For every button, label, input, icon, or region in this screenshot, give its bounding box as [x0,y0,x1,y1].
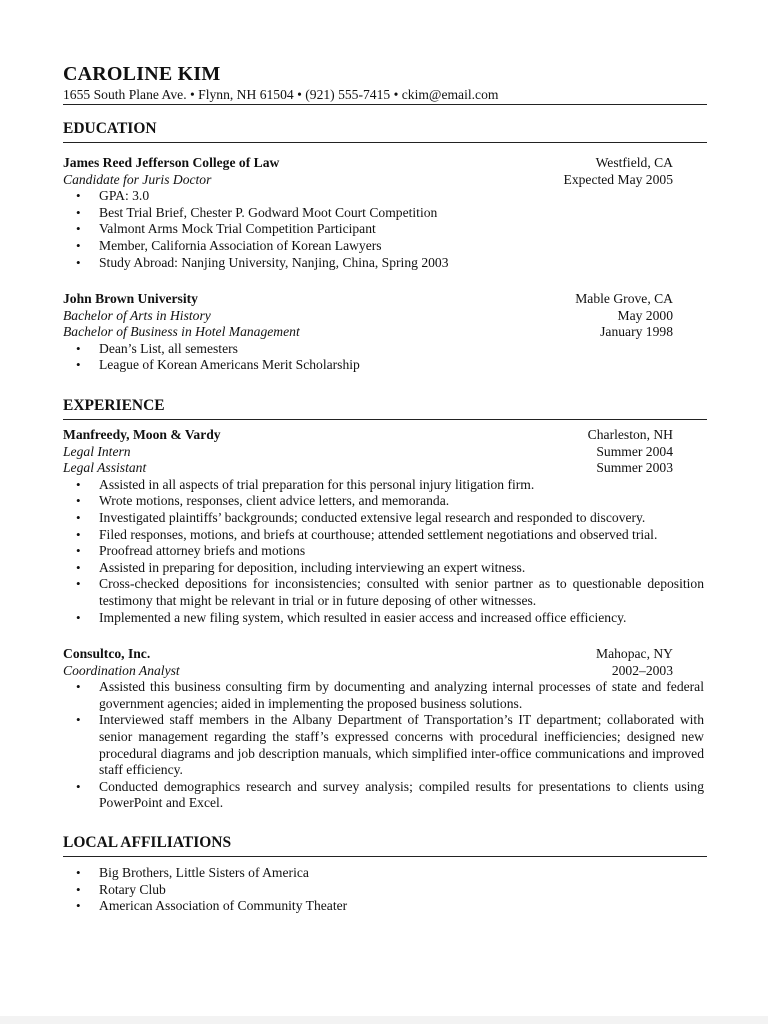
list-item: • Study Abroad: Nanjing University, Nanjing, China, Spring 2003 [63,255,673,272]
list-item: • Wrote motions, responses, client advice letters, and memoranda. [63,493,704,510]
degree-date: May 2000 [617,307,673,323]
education-entry-law-school [63,155,673,271]
section-title-education: EDUCATION [63,120,707,143]
list-item: • Assisted in all aspects of trial preparation for this personal injury litigation firm. [63,477,704,494]
list-item: • Cross-checked depositions for inconsistencies; consulted with senior partner as to questionable deposition testimony that might be relevant in trial or in future deposing of other witnesses. [63,576,704,609]
job-title: Legal Intern [63,443,131,459]
list-item: • League of Korean Americans Merit Scholarship [63,357,673,374]
list-item: • Valmont Arms Mock Trial Competition Participant [63,221,673,238]
list-item: • Rotary Club [63,882,673,899]
degree-date: January 1998 [600,324,673,340]
list-item: • Proofread attorney briefs and motions [63,543,704,560]
job-date: Summer 2003 [596,460,673,476]
list-item: • Interviewed staff members in the Albany Department of Transportation’s IT department; collaborated with senior management regarding the staff’s expressed concerns with procedural inefficiencies; designed new procedural diagrams and job description manuals, which simplified inter-office communications and improved staff efficiency. [63,712,704,778]
bullet-list [63,679,704,812]
list-item: • Member, California Association of Korean Lawyers [63,238,673,255]
list-item: • GPA: 3.0 [63,188,673,205]
list-item: • Filed responses, motions, and briefs at courthouse; attended settlement negotiations and observed trial. [63,527,704,544]
section-title-affiliations: LOCAL AFFILIATIONS [63,834,707,857]
list-item: • Best Trial Brief, Chester P. Godward Moot Court Competition [63,205,673,222]
list-item: • American Association of Community Theater [63,898,673,915]
list-item: • Conducted demographics research and survey analysis; compiled results for presentations to clients using PowerPoint and Excel. [63,779,704,812]
candidate-name: CAROLINE KIM [63,63,221,85]
experience-entry-consulting [63,646,704,812]
education-entry-university [63,291,673,374]
list-item: • Implemented a new filing system, which resulted in easier access and increased office efficiency. [63,610,704,627]
institution-location: Mable Grove, CA [575,291,673,306]
employer-name: Consultco, Inc. [63,646,151,661]
job-date: Summer 2004 [596,443,673,459]
experience-entry-law-firm [63,427,704,626]
list-item: • Investigated plaintiffs’ backgrounds; conducted extensive legal research and responded to discovery. [63,510,704,527]
section-title-experience: EXPERIENCE [63,397,707,420]
bullet-list [63,865,673,915]
degree-title: Bachelor of Arts in History [63,307,211,323]
employer-name: Manfreedy, Moon & Vardy [63,427,221,442]
contact-line: 1655 South Plane Ave. • Flynn, NH 61504 • (921) 555-7415 • ckim@email.com [63,87,707,105]
degree-title: Bachelor of Business in Hotel Management [63,324,300,340]
job-title: Legal Assistant [63,460,147,476]
degree-title: Candidate for Juris Doctor [63,171,212,187]
degree-date: Expected May 2005 [563,171,673,187]
list-item: • Big Brothers, Little Sisters of America [63,865,673,882]
list-item: • Dean’s List, all semesters [63,341,673,358]
job-title: Coordination Analyst [63,662,180,678]
bullet-list [63,477,704,626]
institution-location: Westfield, CA [595,155,673,170]
bullet-list [63,188,673,271]
page-bottom-edge [0,1016,768,1024]
institution-name: James Reed Jefferson College of Law [63,155,280,170]
list-item: • Assisted in preparing for deposition, including interviewing an expert witness. [63,560,704,577]
employer-location: Mahopac, NY [595,646,673,661]
institution-name: John Brown University [63,291,198,306]
affiliations-list-block [63,865,673,915]
list-item: • Assisted this business consulting firm by documenting and analyzing internal processes of state and federal government agencies; aided in implementing the proposed business solutions. [63,679,704,712]
bullet-list [63,341,673,374]
employer-location: Charleston, NH [587,427,673,442]
job-date: 2002–2003 [611,662,673,678]
